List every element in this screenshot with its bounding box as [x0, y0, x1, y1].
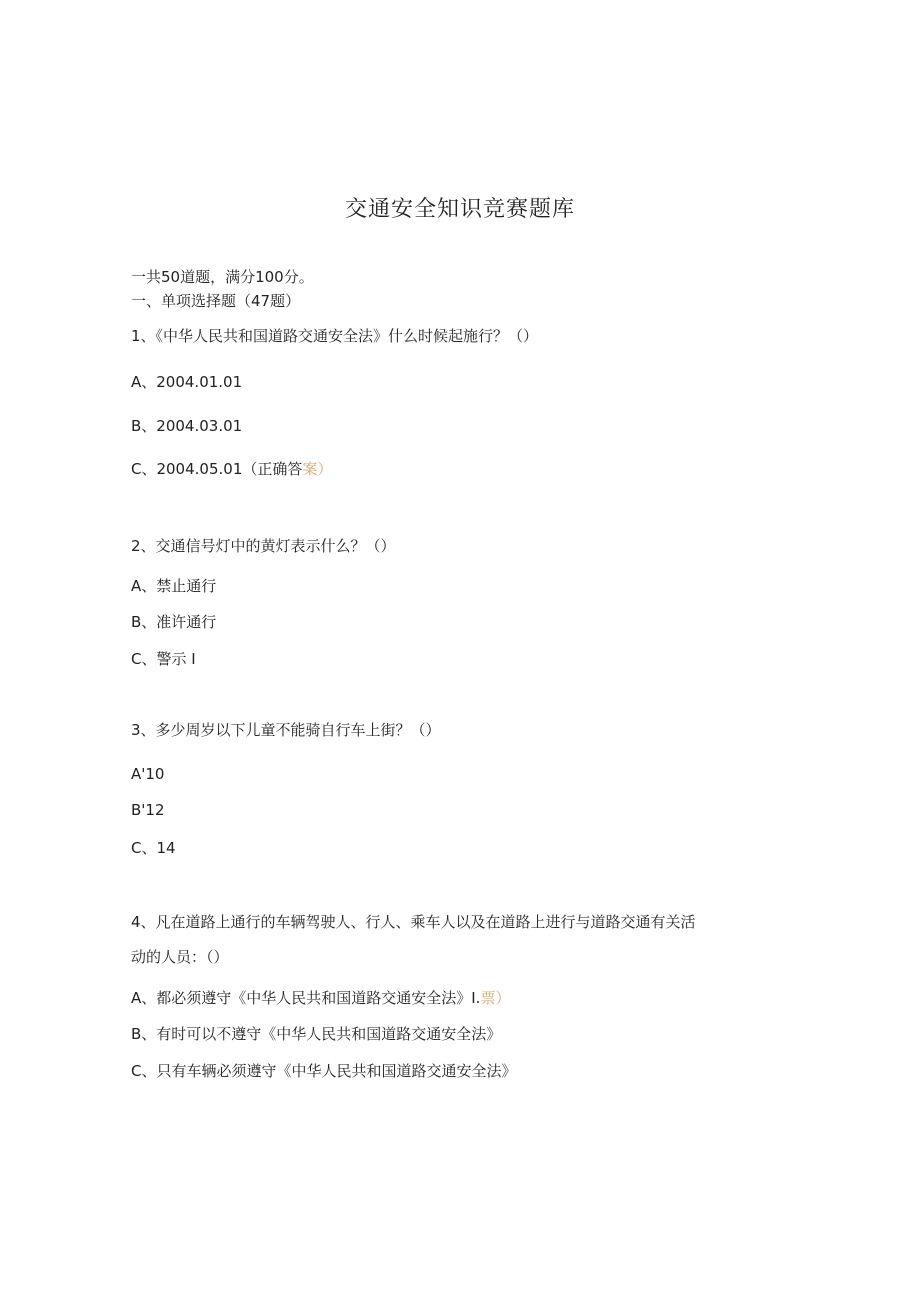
question-2-option-a: A、禁止通行 — [131, 577, 217, 595]
correct-answer-mark-faint: 票） — [480, 989, 511, 1007]
question-3-option-b: B'12 — [131, 801, 165, 819]
correct-answer-mark — [480, 989, 510, 1007]
question-4-option-b: B、有时可以不遵守《中华人民共和国道路交通安全法》 — [131, 1025, 502, 1043]
question-1-option-b: B、2004.03.01 — [131, 417, 243, 435]
correct-answer-mark-main: （正确答 — [242, 460, 303, 478]
section-heading: 一、单项选择题（47题） — [131, 292, 301, 310]
option-text: C、2004.05.01 — [131, 460, 243, 478]
question-1-stem: 1、《中华人民共和国道路交通安全法》什么时候起施行？（） — [131, 327, 539, 345]
question-4-stem-line-1: 4、凡在道路上通行的车辆驾驶人、行人、乘车人以及在道路上进行与道路交通有关活 — [131, 913, 696, 931]
document-title: 交通安全知识竞赛题库 — [344, 197, 575, 222]
question-1-option-c — [131, 459, 332, 479]
option-text: A、都必须遵守《中华人民共和国道路交通安全法》I. — [131, 989, 481, 1007]
question-2-stem: 2、交通信号灯中的黄灯表示什么？（） — [131, 537, 396, 555]
question-4-option-a — [131, 988, 510, 1008]
question-3-option-a: A'10 — [131, 765, 165, 783]
intro-text: 一共50道题，满分100分。 — [131, 268, 314, 286]
question-3-option-c: C、14 — [131, 839, 176, 857]
question-2-option-b: B、准许通行 — [131, 613, 217, 631]
correct-answer-mark-faint: 案） — [302, 460, 333, 478]
question-4-option-c: C、只有车辆必须遵守《中华人民共和国道路交通安全法》 — [131, 1062, 517, 1080]
question-4-stem-line-2: 动的人员：（） — [131, 948, 229, 966]
correct-answer-mark — [242, 460, 332, 478]
question-3-stem: 3、多少周岁以下儿童不能骑自行车上街？（） — [131, 721, 441, 739]
question-1-option-a: A、2004.01.01 — [131, 373, 243, 391]
question-2-option-c: C、警示 I — [131, 650, 196, 668]
